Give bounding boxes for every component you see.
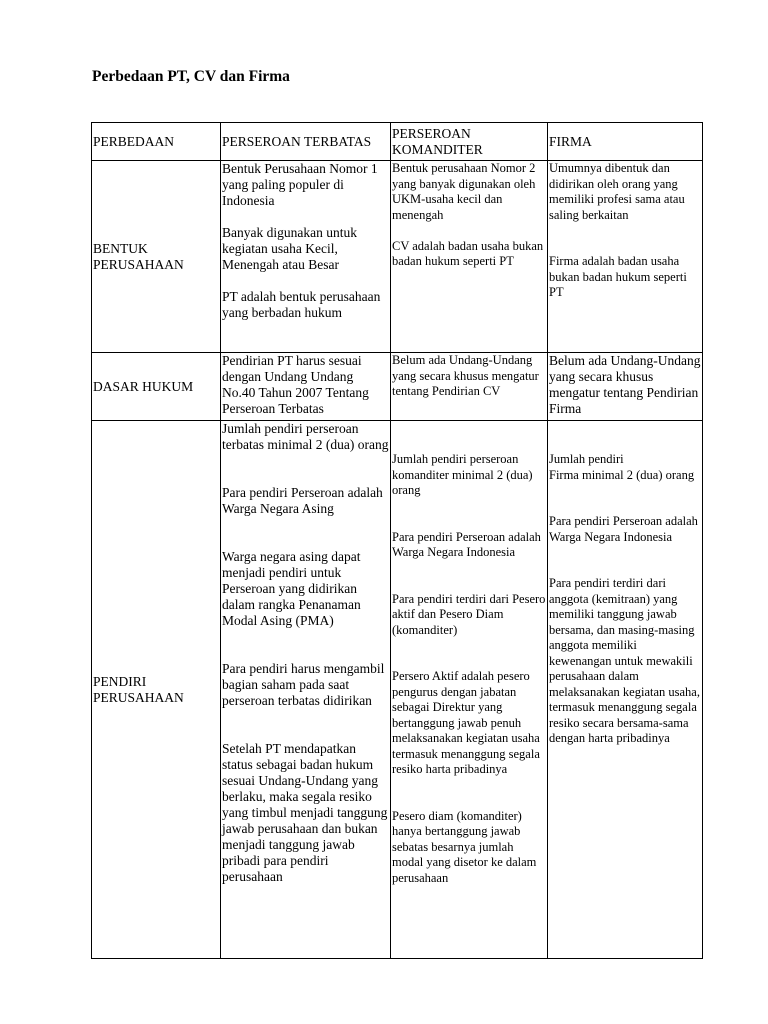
- row-label-dasar-hukum: DASAR HUKUM: [92, 353, 221, 421]
- table-row: [92, 421, 703, 959]
- cell-pt-dasar-hukum: Pendirian PT harus sesuai dengan Undang Undang No.40 Tahun 2007 Tentang Perseroan Terbatas: [221, 353, 391, 421]
- table-row: [92, 353, 703, 421]
- cell-firma-dasar-hukum: Belum ada Undang-Undang yang secara khusus mengatur tentang Pendirian Firma: [548, 353, 703, 421]
- cell-cv-bentuk: Bentuk perusahaan Nomor 2 yang banyak digunakan oleh UKM-usaha kecil dan menengah CV adalah badan usaha bukan badan hukum seperti PT: [391, 161, 548, 353]
- cell-firma-pendiri: Jumlah pendiri Firma minimal 2 (dua) orang Para pendiri Perseroan adalah Warga Negara Indonesia Para pendiri terdiri dari anggota (kemitraan) yang memiliki tanggung jawab bersama, dan masing-masing anggota memiliki kewenangan untuk mewakili perusahaan dalam melaksanakan kegiatan usaha, termasuk menanggung segala resiko secara bersama-sama dengan harta pribadinya: [548, 421, 703, 959]
- cell-cv-dasar-hukum: Belum ada Undang-Undang yang secara khusus mengatur tentang Pendirian CV: [391, 353, 548, 421]
- cell-cv-pendiri: Jumlah pendiri perseroan komanditer minimal 2 (dua) orang Para pendiri Perseroan adalah Warga Negara Indonesia Para pendiri terdiri dari Pesero aktif dan Pesero Diam (komanditer) Persero Aktif adalah pesero pengurus dengan jabatan sebagai Direktur yang bertanggung jawab penuh melaksanakan kegiatan usaha termasuk menanggung segala resiko harta pribadinya Pesero diam (komanditer) hanya bertanggung jawab sebatas besarnya jumlah modal yang disetor ke dalam perusahaan: [391, 421, 548, 959]
- header-perbedaan: PERBEDAAN: [92, 123, 221, 161]
- cell-pt-pendiri: Jumlah pendiri perseroan terbatas minimal 2 (dua) orang Para pendiri Perseroan adalah Warga Negara Asing Warga negara asing dapat menjadi pendiri untuk Perseroan yang didirikan dalam rangka Penanaman Modal Asing (PMA) Para pendiri harus mengambil bagian saham pada saat perseroan terbatas didirikan Setelah PT mendapatkan status sebagai badan hukum sesuai Undang-Undang yang berlaku, maka segala resiko yang timbul menjadi tanggung jawab perusahaan dan bukan menjadi tanggung jawab pribadi para pendiri perusahaan: [221, 421, 391, 959]
- row-label-bentuk-perusahaan: BENTUK PERUSAHAAN: [92, 161, 221, 353]
- comparison-table: [91, 122, 703, 959]
- header-firma: FIRMA: [548, 123, 703, 161]
- header-perseroan-komanditer: PERSEROAN KOMANDITER: [391, 123, 548, 161]
- cell-pt-bentuk: Bentuk Perusahaan Nomor 1 yang paling populer di Indonesia Banyak digunakan untuk kegiatan usaha Kecil, Menengah atau Besar PT adalah bentuk perusahaan yang berbadan hukum: [221, 161, 391, 353]
- cell-firma-bentuk: Umumnya dibentuk dan didirikan oleh orang yang memiliki profesi sama atau saling berkaitan Firma adalah badan usaha bukan badan hukum seperti PT: [548, 161, 703, 353]
- page-title: Perbedaan PT, CV dan Firma: [92, 68, 290, 85]
- header-perseroan-terbatas: PERSEROAN TERBATAS: [221, 123, 391, 161]
- row-label-pendiri-perusahaan: PENDIRI PERUSAHAAN: [92, 421, 221, 959]
- table-row: [92, 161, 703, 353]
- table-header-row: [92, 123, 703, 161]
